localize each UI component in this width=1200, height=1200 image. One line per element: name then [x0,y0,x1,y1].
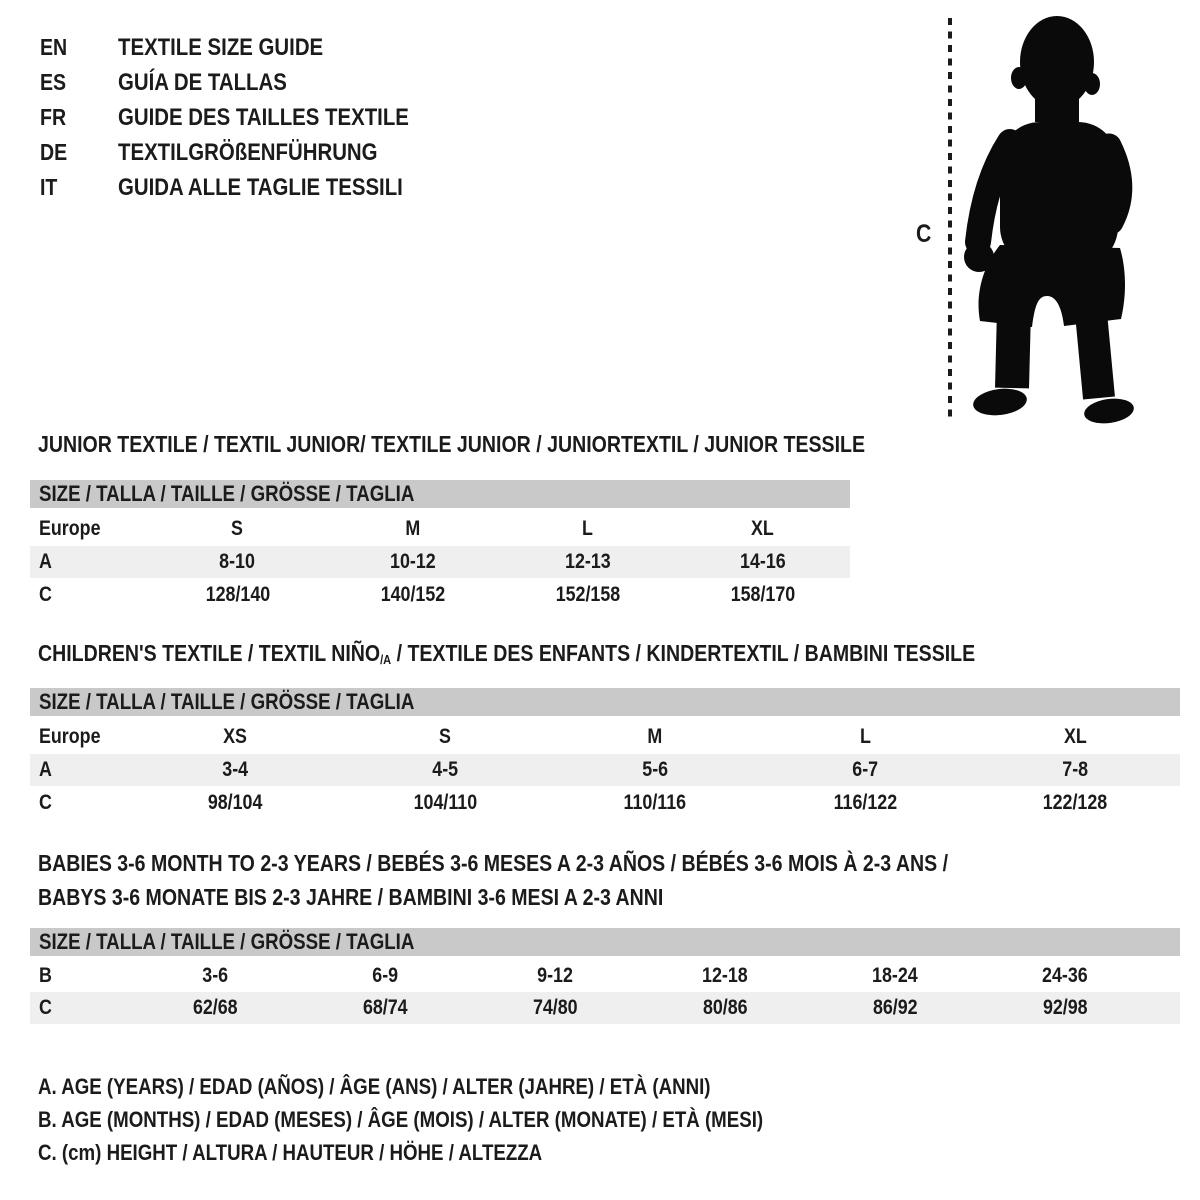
value-cell [130,791,340,815]
height-value: 80/86 [702,996,748,1019]
size-value: S [439,725,451,748]
age-value: 7-8 [1062,758,1088,781]
row-cells [130,720,1180,754]
size-cell [500,517,675,541]
children-table [30,688,1180,820]
legend-text: C. (cm) HEIGHT / ALTURA / HAUTEUR / HÖHE / ALTEZZA [38,1139,543,1165]
babies-title-line1: BABIES 3-6 MONTH TO 2-3 YEARS / BEBÉS 3-6 MESES A 2-3 AÑOS / BÉBÉS 3-6 MOIS À 2-3 ANS / [38,850,949,876]
value-cell [325,550,500,574]
toddler-figure-svg [900,10,1192,425]
row-label-cell [30,550,150,574]
language-code: IT [40,174,58,200]
row-label-cell [30,517,150,541]
row-cells [130,786,1180,820]
height-value: 152/158 [555,583,620,606]
age-value: 4-5 [432,758,458,781]
row-label: C [39,791,52,814]
value-cell [810,964,980,988]
junior-height-row [30,578,850,612]
region-label: Europe [39,725,101,748]
legend-line-age-months [38,1103,891,1136]
row-label: C [39,996,52,1019]
language-row [40,30,460,65]
region-label: Europe [39,517,101,540]
size-value: XL [751,517,774,540]
size-value: M [647,725,663,748]
children-section-title [38,640,1141,667]
size-header-row [30,928,1180,956]
age-value: 10-12 [389,550,436,573]
babies-table [30,928,1180,1024]
value-cell [300,964,470,988]
size-header-label: SIZE / TALLA / TAILLE / GRÖSSE / TAGLIA [39,689,415,714]
value-cell [500,550,675,574]
age-value: 14-16 [739,550,786,573]
value-cell [130,758,340,782]
children-title-main: CHILDREN'S TEXTILE / TEXTIL NIÑO [38,640,381,666]
children-title-subscript: /A [380,652,392,667]
size-header-row [30,688,1180,716]
size-value: L [582,517,593,540]
value-cell [760,758,970,782]
value-cell [340,791,550,815]
row-cells [150,578,850,612]
legend-text: A. AGE (YEARS) / EDAD (AÑOS) / ÂGE (ANS) / ALTER (JAHRE) / ETÀ (ANNI) [38,1073,711,1099]
row-cells [130,992,1150,1024]
value-cell [810,996,980,1020]
size-header-row [30,480,850,508]
row-label: A [39,758,52,781]
children-title-text [38,640,975,667]
size-cell [325,517,500,541]
height-value: 92/98 [1042,996,1088,1019]
language-title: GUÍA DE TALLAS [118,68,287,96]
junior-section-title [38,431,1011,458]
value-cell [340,758,550,782]
age-value: 6-7 [852,758,878,781]
value-cell [640,964,810,988]
value-cell [500,583,675,607]
size-value: S [231,517,244,540]
value-cell [970,758,1180,782]
value-cell [980,996,1150,1020]
size-cell [130,725,340,749]
size-cell [550,725,760,749]
junior-title-text: JUNIOR TEXTILE / TEXTIL JUNIOR/ TEXTILE JUNIOR / JUNIORTEXTIL / JUNIOR TESSILE [38,431,866,457]
row-cells [130,754,1180,786]
legend-line-height-cm [38,1136,891,1169]
language-row [40,135,460,170]
value-cell [675,583,850,607]
height-value: 62/68 [192,996,238,1019]
height-value: 68/74 [362,996,408,1019]
language-title: GUIDA ALLE TAGLIE TESSILI [118,173,403,201]
legend-text: B. AGE (MONTHS) / EDAD (MESES) / ÂGE (MOIS) / ALTER (MONATE) / ETÀ (MESI) [38,1106,764,1132]
height-label: C [916,220,932,248]
size-value: XL [1063,725,1087,748]
months-value: 6-9 [372,964,398,987]
row-cells [130,960,1150,992]
language-code: FR [40,104,67,130]
row-cells [150,512,850,546]
row-label-cell [30,996,130,1020]
babies-height-row [30,992,1180,1024]
value-cell [150,550,325,574]
junior-age-row [30,546,850,578]
junior-region-row [30,512,850,546]
babies-title-line1-wrap [38,847,1109,881]
value-cell [675,550,850,574]
row-label: A [39,550,52,573]
height-value: 116/122 [833,791,897,814]
language-code: DE [40,139,68,165]
language-code: EN [40,34,68,60]
size-cell [970,725,1180,749]
language-title: TEXTILE SIZE GUIDE [118,33,324,61]
age-value: 12-13 [564,550,611,573]
row-label-cell [30,964,130,988]
value-cell [760,791,970,815]
babies-section-title [38,847,1109,914]
height-value: 86/92 [872,996,918,1019]
size-value: M [405,517,420,540]
row-label: C [39,583,52,606]
language-title: TEXTILGRÖßENFÜHRUNG [118,138,378,166]
size-cell [150,517,325,541]
value-cell [980,964,1150,988]
height-value: 122/128 [1042,791,1108,814]
height-value: 158/170 [730,583,795,606]
height-value: 140/152 [380,583,445,606]
age-value: 3-4 [222,758,248,781]
size-header-label: SIZE / TALLA / TAILLE / GRÖSSE / TAGLIA [39,929,415,954]
language-title: GUIDE DES TAILLES TEXTILE [118,103,409,131]
height-figure [900,10,1192,425]
toddler-silhouette [964,16,1135,425]
value-cell [130,996,300,1020]
value-cell [470,996,640,1020]
language-row [40,170,460,205]
babies-months-row [30,960,1180,992]
value-cell [150,583,325,607]
months-value: 3-6 [202,964,228,987]
legend [38,1070,891,1169]
months-value: 12-18 [702,964,748,987]
language-code: ES [40,69,67,95]
size-value: XS [223,725,247,748]
row-label-cell [30,725,130,749]
value-cell [970,791,1180,815]
value-cell [550,791,760,815]
size-header-label: SIZE / TALLA / TAILLE / GRÖSSE / TAGLIA [39,481,415,506]
value-cell [300,996,470,1020]
height-value: 128/140 [205,583,270,606]
value-cell [325,583,500,607]
value-cell [130,964,300,988]
junior-table [30,480,850,612]
value-cell [550,758,760,782]
children-title-rest: / TEXTILE DES ENFANTS / KINDERTEXTIL / BAMBINI TESSILE [391,640,976,666]
height-value: 98/104 [207,791,263,814]
size-cell [340,725,550,749]
row-cells [150,546,850,578]
children-age-row [30,754,1180,786]
height-value: 104/110 [413,791,477,814]
children-height-row [30,786,1180,820]
babies-title-line2-wrap [38,881,1109,915]
size-cell [675,517,850,541]
children-region-row [30,720,1180,754]
size-cell [760,725,970,749]
value-cell [640,996,810,1020]
height-value: 74/80 [532,996,578,1019]
language-row [40,65,460,100]
legend-line-age-years [38,1070,891,1103]
babies-title-line2: BABYS 3-6 MONATE BIS 2-3 JAHRE / BAMBINI 3-6 MESI A 2-3 ANNI [38,883,664,910]
row-label-cell [30,791,130,815]
value-cell [470,964,640,988]
months-value: 9-12 [537,964,573,987]
size-value: L [859,725,871,748]
months-value: 18-24 [872,964,918,987]
language-row [40,100,460,135]
row-label-cell [30,583,150,607]
age-value: 5-6 [642,758,668,781]
height-value: 110/116 [623,791,687,814]
age-value: 8-10 [219,550,256,573]
row-label: B [39,964,52,987]
language-list [40,30,460,205]
months-value: 24-36 [1042,964,1088,987]
row-label-cell [30,758,130,782]
